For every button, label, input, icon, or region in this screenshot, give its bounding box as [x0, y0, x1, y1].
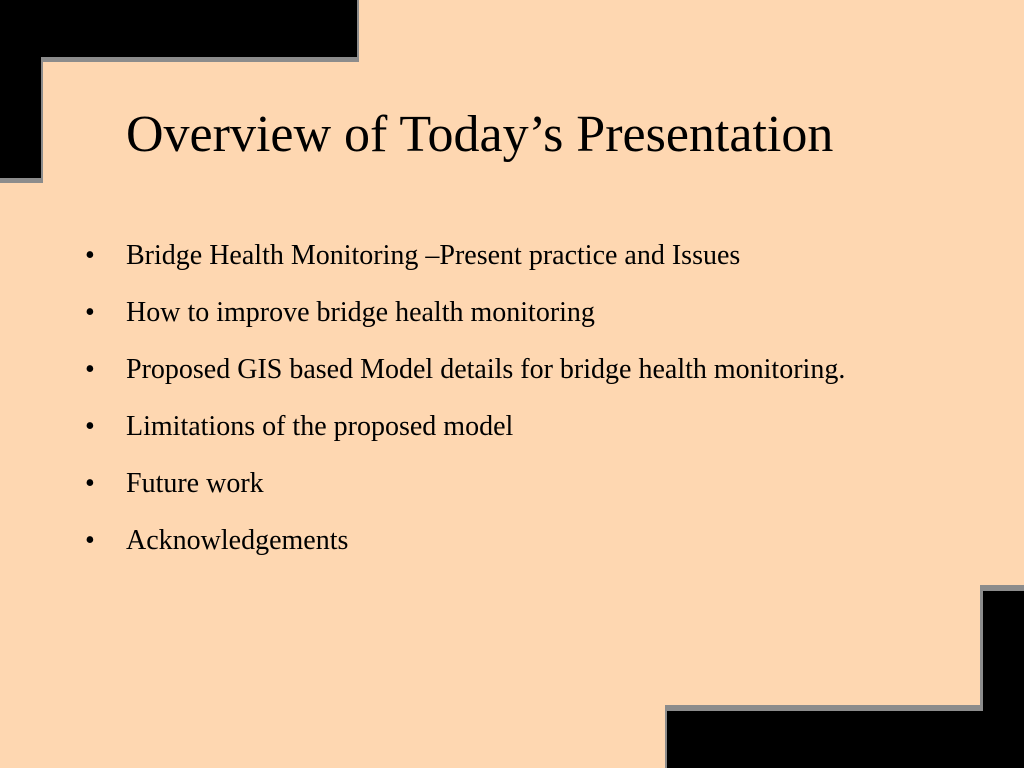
bullet-text: Bridge Health Monitoring –Present practice and Issues — [126, 240, 741, 271]
bullet-item — [85, 460, 905, 507]
bullet-text: How to improve bridge health monitoring — [126, 297, 595, 328]
bullet-dot-icon: • — [85, 354, 95, 385]
bullet-text: Proposed GIS based Model details for bridge health monitoring. — [126, 354, 846, 385]
bullet-text: Future work — [126, 468, 264, 499]
bullet-item — [85, 232, 905, 279]
bullet-dot-icon: • — [85, 525, 95, 556]
bullet-text: Limitations of the proposed model — [126, 411, 514, 442]
bullet-list — [85, 232, 905, 574]
corner-block-bottom-right-vertical — [983, 591, 1024, 768]
bullet-dot-icon: • — [85, 240, 95, 271]
corner-block-top-left-horizontal — [0, 0, 357, 57]
corner-block-top-left-vertical — [0, 0, 41, 178]
bullet-text: Acknowledgements — [126, 525, 349, 556]
bullet-dot-icon: • — [85, 297, 95, 328]
bullet-item — [85, 403, 905, 450]
bullet-dot-icon: • — [85, 411, 95, 442]
bullet-item — [85, 517, 905, 564]
bullet-dot-icon: • — [85, 468, 95, 499]
bullet-item — [85, 346, 905, 393]
bullet-item — [85, 289, 905, 336]
corner-block-bottom-right-horizontal — [667, 711, 1024, 768]
slide-title: Overview of Today’s Presentation — [126, 106, 834, 163]
